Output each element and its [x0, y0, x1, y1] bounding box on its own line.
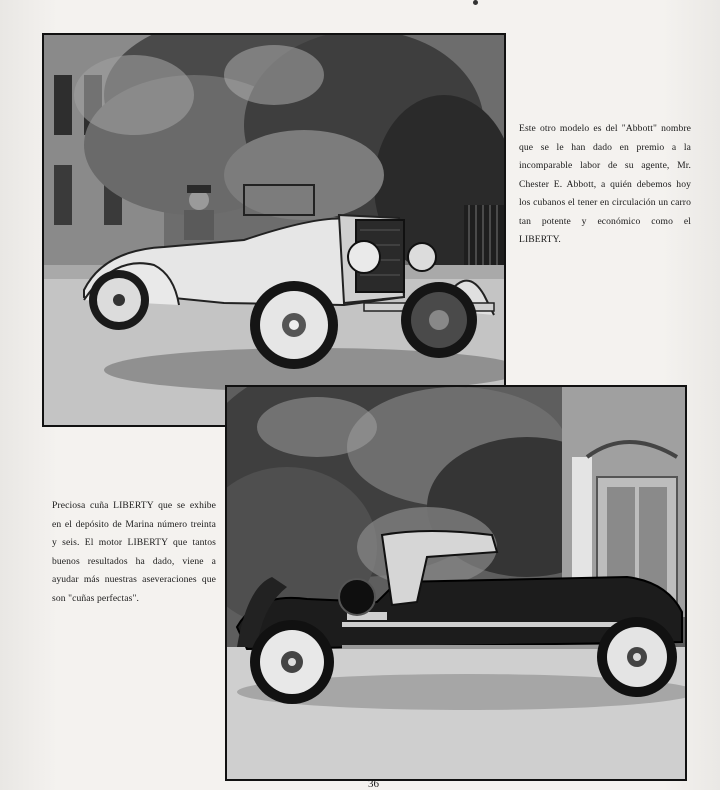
photo-white-roadster-abbott [42, 33, 506, 427]
caption-top: Este otro modelo es del "Abbott" nombre que se le han dado en premio a la incomparable labor de su agente, Mr. Chester E. Abbott, a quién debemos hoy los cubanos el tener en circulación un carro tan potente y económico como el LIBERTY. [519, 123, 691, 245]
dark-roadster-photo-illustration [227, 387, 685, 779]
caption-bottom: Preciosa cuña LIBERTY que se exhibe en el depósito de Marina número treinta y seis. El motor LIBERTY que tantos buenos resultados ha dado, viene a ayudar más nuestras aseveraciones que son "cuñas perfectas". [52, 500, 216, 604]
roadster-photo-illustration [44, 35, 504, 425]
page-number: 36 [368, 778, 379, 790]
ink-dot [473, 0, 478, 5]
photo-dark-roadster-marina [225, 385, 687, 781]
